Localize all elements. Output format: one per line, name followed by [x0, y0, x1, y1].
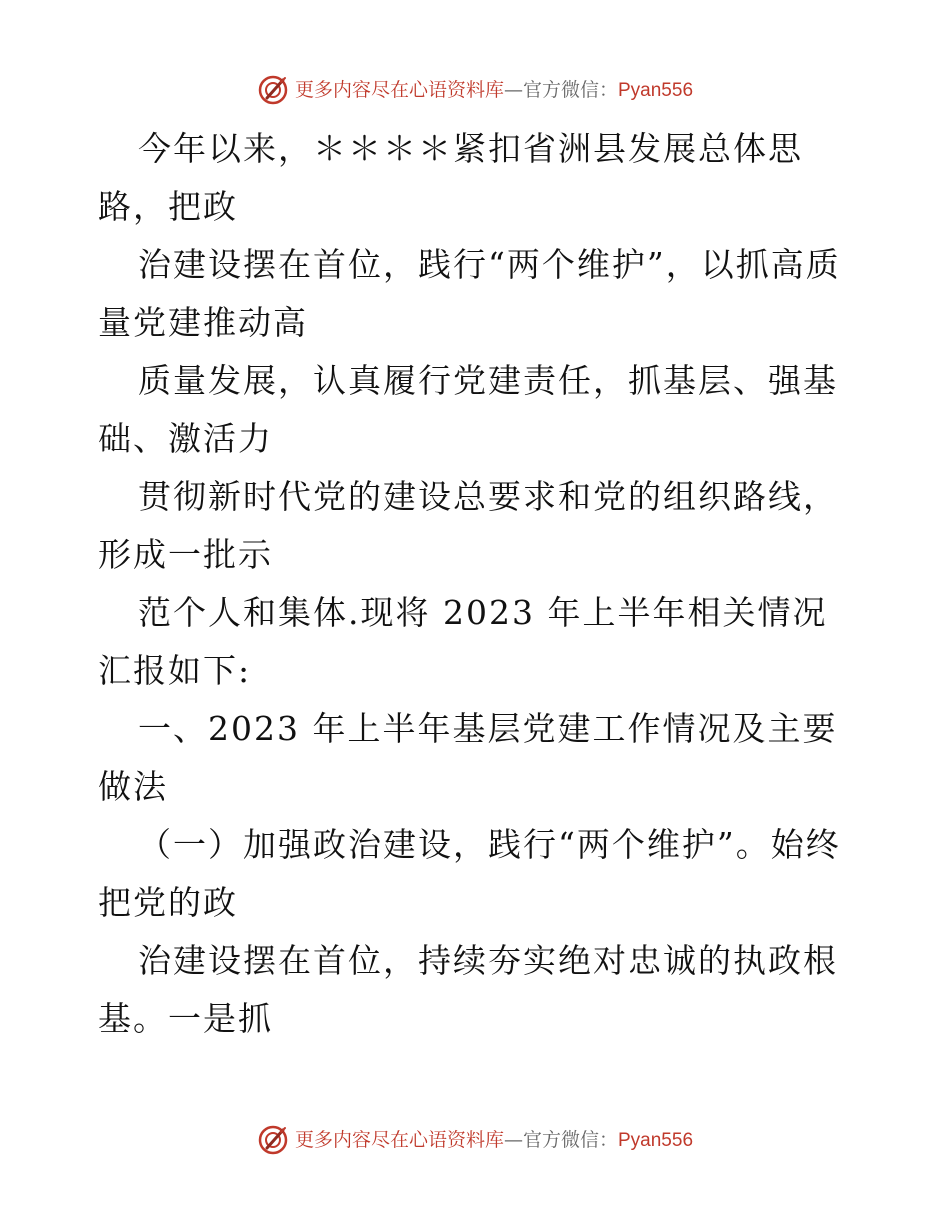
paragraph-1: 今年以来，＊＊＊＊紧扣省洲县发展总体思路，把政 — [98, 129, 803, 226]
header-watermark — [0, 70, 950, 110]
watermark-logo-icon — [257, 1124, 289, 1156]
paragraph-4: 贯彻新时代党的建设总要求和党的组织路线，形成一批示 — [98, 477, 838, 574]
footer-watermark — [0, 1120, 950, 1160]
watermark-separator: —官方微信： — [503, 78, 618, 101]
paragraph-8: 治建设摆在首位，持续夯实绝对忠诚的执政根基。一是抓 — [98, 941, 838, 1038]
watermark-separator: —官方微信： — [503, 1128, 618, 1151]
watermark-brand: 更多内容尽在心语资料库 — [294, 78, 504, 101]
paragraph-5: 范个人和集体.现将 2023 年上半年相关情况汇报如下: — [98, 593, 828, 690]
paragraph-7: （一）加强政治建设，践行“两个维护”。始终把党的政 — [98, 825, 841, 922]
document-body — [98, 120, 858, 1048]
watermark-text — [294, 78, 694, 101]
paragraph-2: 治建设摆在首位，践行“两个维护”，以抓高质量党建推动高 — [98, 245, 841, 342]
watermark-wechat-id: Pyan556 — [618, 1129, 694, 1151]
paragraph-3: 质量发展，认真履行党建责任，抓基层、强基础、激活力 — [98, 361, 838, 458]
watermark-brand: 更多内容尽在心语资料库 — [294, 1128, 504, 1151]
watermark-wechat-id: Pyan556 — [618, 79, 694, 101]
section-heading-1: 一、2023 年上半年基层党建工作情况及主要做法 — [98, 709, 838, 806]
watermark-text — [294, 1128, 694, 1151]
watermark-logo-icon — [257, 74, 289, 106]
